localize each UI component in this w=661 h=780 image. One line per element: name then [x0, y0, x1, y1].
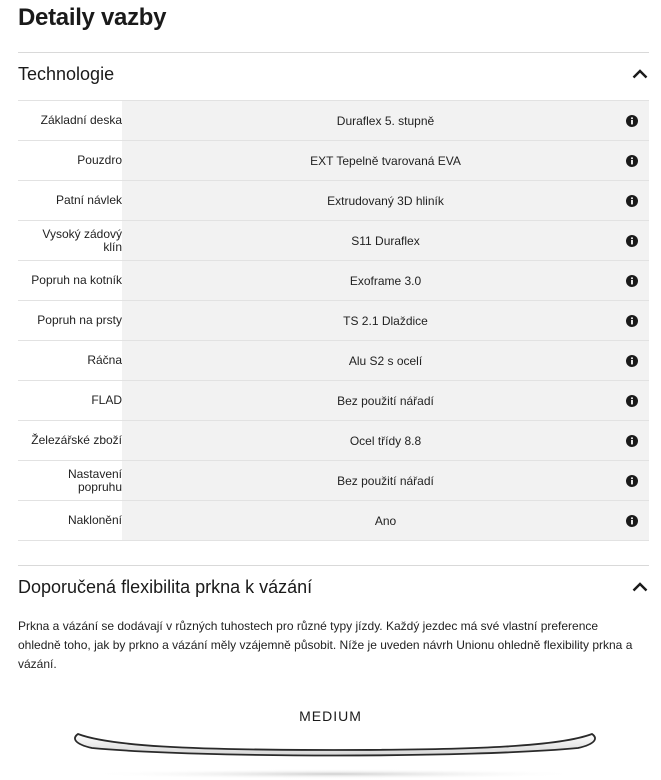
chevron-up-icon[interactable]	[631, 578, 649, 596]
spec-row	[18, 460, 649, 500]
flex-section-header[interactable]	[18, 572, 649, 602]
spec-value: Bez použití nářadí	[337, 473, 434, 488]
spec-value: Bez použití nářadí	[337, 393, 434, 408]
spec-label-text: Nastavení popruhu	[67, 466, 122, 494]
spec-label	[18, 141, 122, 180]
spec-label	[18, 341, 122, 380]
spec-row	[18, 380, 649, 420]
spec-label-text: Základní deska	[40, 113, 122, 127]
spec-label	[18, 221, 122, 260]
spec-row	[18, 260, 649, 300]
section-divider	[18, 52, 649, 53]
spec-label-text: Železářské zboží	[31, 433, 122, 447]
spec-value-cell	[122, 501, 649, 540]
spec-label	[18, 381, 122, 420]
spec-label-text: Naklonění	[67, 513, 122, 527]
section-divider	[18, 565, 649, 566]
flex-section-title: Doporučená flexibilita prkna k vázání	[18, 576, 313, 597]
spec-label	[18, 101, 122, 140]
technology-section-title: Technologie	[18, 63, 115, 84]
spec-value-cell	[122, 101, 649, 140]
spec-value: Extrudovaný 3D hliník	[327, 193, 444, 208]
spec-label-text: Popruh na prsty	[37, 313, 122, 327]
info-icon[interactable]	[626, 235, 638, 247]
spec-label-text: Popruh na kotník	[31, 273, 122, 287]
snowboard-illustration	[0, 724, 661, 780]
spec-value-cell	[122, 261, 649, 300]
flex-description: Prkna a vázání se dodávají v různých tuhostech pro různé typy jízdy. Každý jezdec má své vlastní preference ohledně toho, jak by prkno a vázání měly vzájemně působit. Níže je uveden návrh Unionu ohledně flexibility prkna a vázání.	[18, 619, 633, 671]
spec-value: Exoframe 3.0	[349, 273, 422, 288]
spec-row	[18, 220, 649, 260]
info-icon[interactable]	[626, 435, 638, 447]
spec-label	[18, 461, 122, 500]
spec-value-cell	[122, 461, 649, 500]
spec-row	[18, 340, 649, 380]
spec-value: Alu S2 s ocelí	[348, 353, 423, 368]
chevron-up-icon[interactable]	[631, 65, 649, 83]
spec-label	[18, 421, 122, 460]
spec-value-cell	[122, 141, 649, 180]
spec-label	[18, 301, 122, 340]
spec-value: Ocel třídy 8.8	[349, 433, 422, 448]
info-icon[interactable]	[626, 515, 638, 527]
technology-section-header[interactable]	[18, 59, 649, 89]
page-title: Detaily vazby	[18, 4, 167, 31]
info-icon[interactable]	[626, 315, 638, 327]
spec-label-text: FLAD	[91, 393, 122, 407]
spec-label-text: Vysoký zádový klín	[42, 226, 122, 254]
spec-value: Duraflex 5. stupně	[336, 113, 435, 128]
info-icon[interactable]	[626, 275, 638, 287]
spec-value-cell	[122, 421, 649, 460]
spec-value-cell	[122, 221, 649, 260]
spec-label	[18, 501, 122, 540]
spec-value-cell	[122, 341, 649, 380]
spec-value: TS 2.1 Dlaždice	[343, 313, 428, 328]
info-icon[interactable]	[626, 195, 638, 207]
info-icon[interactable]	[626, 115, 638, 127]
info-icon[interactable]	[626, 355, 638, 367]
spec-value: S11 Duraflex	[351, 233, 420, 248]
spec-row	[18, 100, 649, 140]
info-icon[interactable]	[626, 475, 638, 487]
info-icon[interactable]	[626, 155, 638, 167]
spec-row	[18, 420, 649, 460]
spec-label	[18, 261, 122, 300]
spec-value-cell	[122, 301, 649, 340]
info-icon[interactable]	[626, 395, 638, 407]
spec-row	[18, 180, 649, 220]
spec-row	[18, 300, 649, 340]
spec-label-text: Ráčna	[87, 353, 122, 367]
spec-row	[18, 500, 649, 541]
spec-value-cell	[122, 381, 649, 420]
flex-level-label: MEDIUM	[299, 708, 362, 724]
spec-value: EXT Tepelně tvarovaná EVA	[310, 153, 461, 168]
technology-spec-table	[18, 100, 649, 541]
spec-label-text: Pouzdro	[77, 153, 122, 167]
spec-value-cell	[122, 181, 649, 220]
spec-label	[18, 181, 122, 220]
spec-value: Ano	[374, 513, 397, 528]
spec-row	[18, 140, 649, 180]
spec-label-text: Patní návlek	[55, 193, 122, 207]
